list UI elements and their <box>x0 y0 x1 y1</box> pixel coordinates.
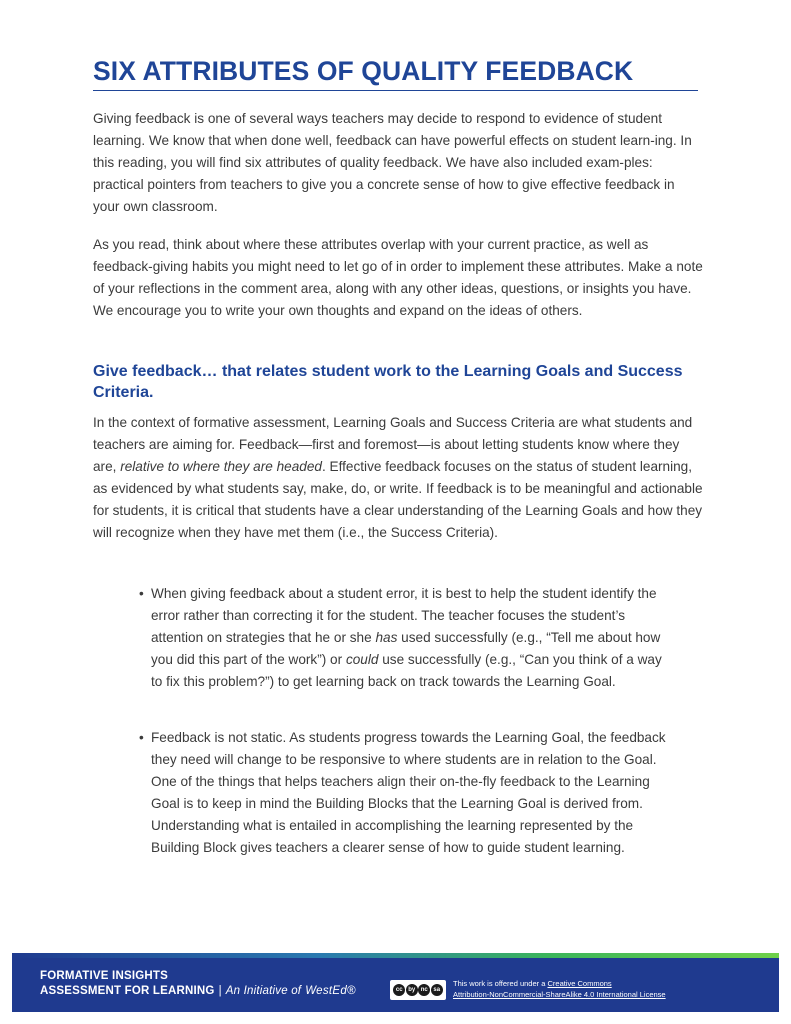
footer <box>12 958 779 1012</box>
bullet-1-emphasis-has: has <box>375 630 398 645</box>
footer-brand-line-2 <box>40 985 356 997</box>
bullet-list-2 <box>139 727 669 859</box>
bullet-1-text-a: When giving feedback about a student error, it is best to help the student identify the error rather than correcting it for the student. The teacher focuses the student’s attention on strategies that he or she <box>151 586 657 645</box>
page-title: SIX ATTRIBUTES OF QUALITY FEEDBACK <box>93 56 698 91</box>
footer-separator: | <box>218 985 222 997</box>
license-prefix: This work is offered under a <box>453 979 548 988</box>
wested-logo-mark: ® <box>347 985 356 997</box>
footer-brand-name: ASSESSMENT FOR LEARNING <box>40 985 215 997</box>
bullet-dot-icon: • <box>139 586 144 601</box>
creative-commons-badge-icon[interactable] <box>390 980 446 1000</box>
bullet-item-2 <box>139 727 669 859</box>
section-paragraph-text-end: . Effective feedback focuses on the status of student learning, as evidenced by what students say, make, do, or write. If feedback is to be meaningful and actionable for students, it is critical that students have a clear understanding of the Learning Goals and how they will recognize when they have met them (i.e., the Success Criteria). <box>93 459 703 540</box>
cc-nc-icon: nc <box>418 984 430 996</box>
bullet-list-1 <box>139 583 669 693</box>
wested-logo <box>305 985 356 997</box>
bullet-1-text-b: used successfully (e.g., “Tell me about how you did this part of the work”) or <box>151 630 661 667</box>
section-paragraph <box>93 412 703 544</box>
footer-initiative-label: An Initiative of <box>225 985 302 997</box>
cc-by-icon: by <box>406 984 418 996</box>
wested-logo-text: WestEd <box>305 985 348 997</box>
section-paragraph-emphasis: relative to where they are headed <box>120 459 322 474</box>
bullet-item-1 <box>139 583 669 693</box>
bullet-dot-icon: • <box>139 730 144 745</box>
license-link-attribution[interactable]: Attribution-NonCommercial-ShareAlike 4.0 International License <box>453 990 666 999</box>
section-paragraph-text-start: In the context of formative assessment, Learning Goals and Success Criteria are what students and teachers are aiming for. Feedback—first and foremost—is about letting students know where they are, <box>93 415 693 474</box>
footer-brand-line-1: FORMATIVE INSIGHTS <box>40 970 168 982</box>
bullet-2-text: Feedback is not static. As students progress towards the Learning Goal, the feedback they need will change to be responsive to where students are in relation to the Goal. One of the things that helps teachers align their on-the-fly feedback to the Learning Goal is to keep in mind the Building Blocks that the Learning Goal is derived from. Understanding what is entailed in accomplishing the learning represented by the Building Block gives teachers a clearer sense of how to guide student learning. <box>151 730 666 855</box>
cc-icon: cc <box>393 984 405 996</box>
intro-paragraph-1: Giving feedback is one of several ways teachers may decide to respond to evidence of student learning. We know that when done well, feedback can have powerful effects on student learn-ing. In this reading, you will find six attributes of quality feedback. We have also included exam-ples: practical pointers from teachers to give you a concrete sense of how to give effective feedback in your own classroom. <box>93 111 692 214</box>
intro-paragraph-2: As you read, think about where these attributes overlap with your current practice, as well as feedback-giving habits you might need to let go of in order to implement these attributes. Make a note of your reflections in the comment area, along with any other ideas, questions, or insights you have. We encourage you to write your own thoughts and expand on the ideas of others. <box>93 237 703 318</box>
bullet-1-text-c: use successfully (e.g., “Can you think of a way to fix this problem?”) to get learning back on track towards the Learning Goal. <box>151 652 662 689</box>
bullet-1-emphasis-could: could <box>345 652 379 667</box>
license-text <box>453 978 753 1000</box>
cc-sa-icon: sa <box>431 984 443 996</box>
section-heading: Give feedback… that relates student work to the Learning Goals and Success Criteria. <box>93 363 683 401</box>
license-link-creative-commons[interactable]: Creative Commons <box>547 979 612 988</box>
